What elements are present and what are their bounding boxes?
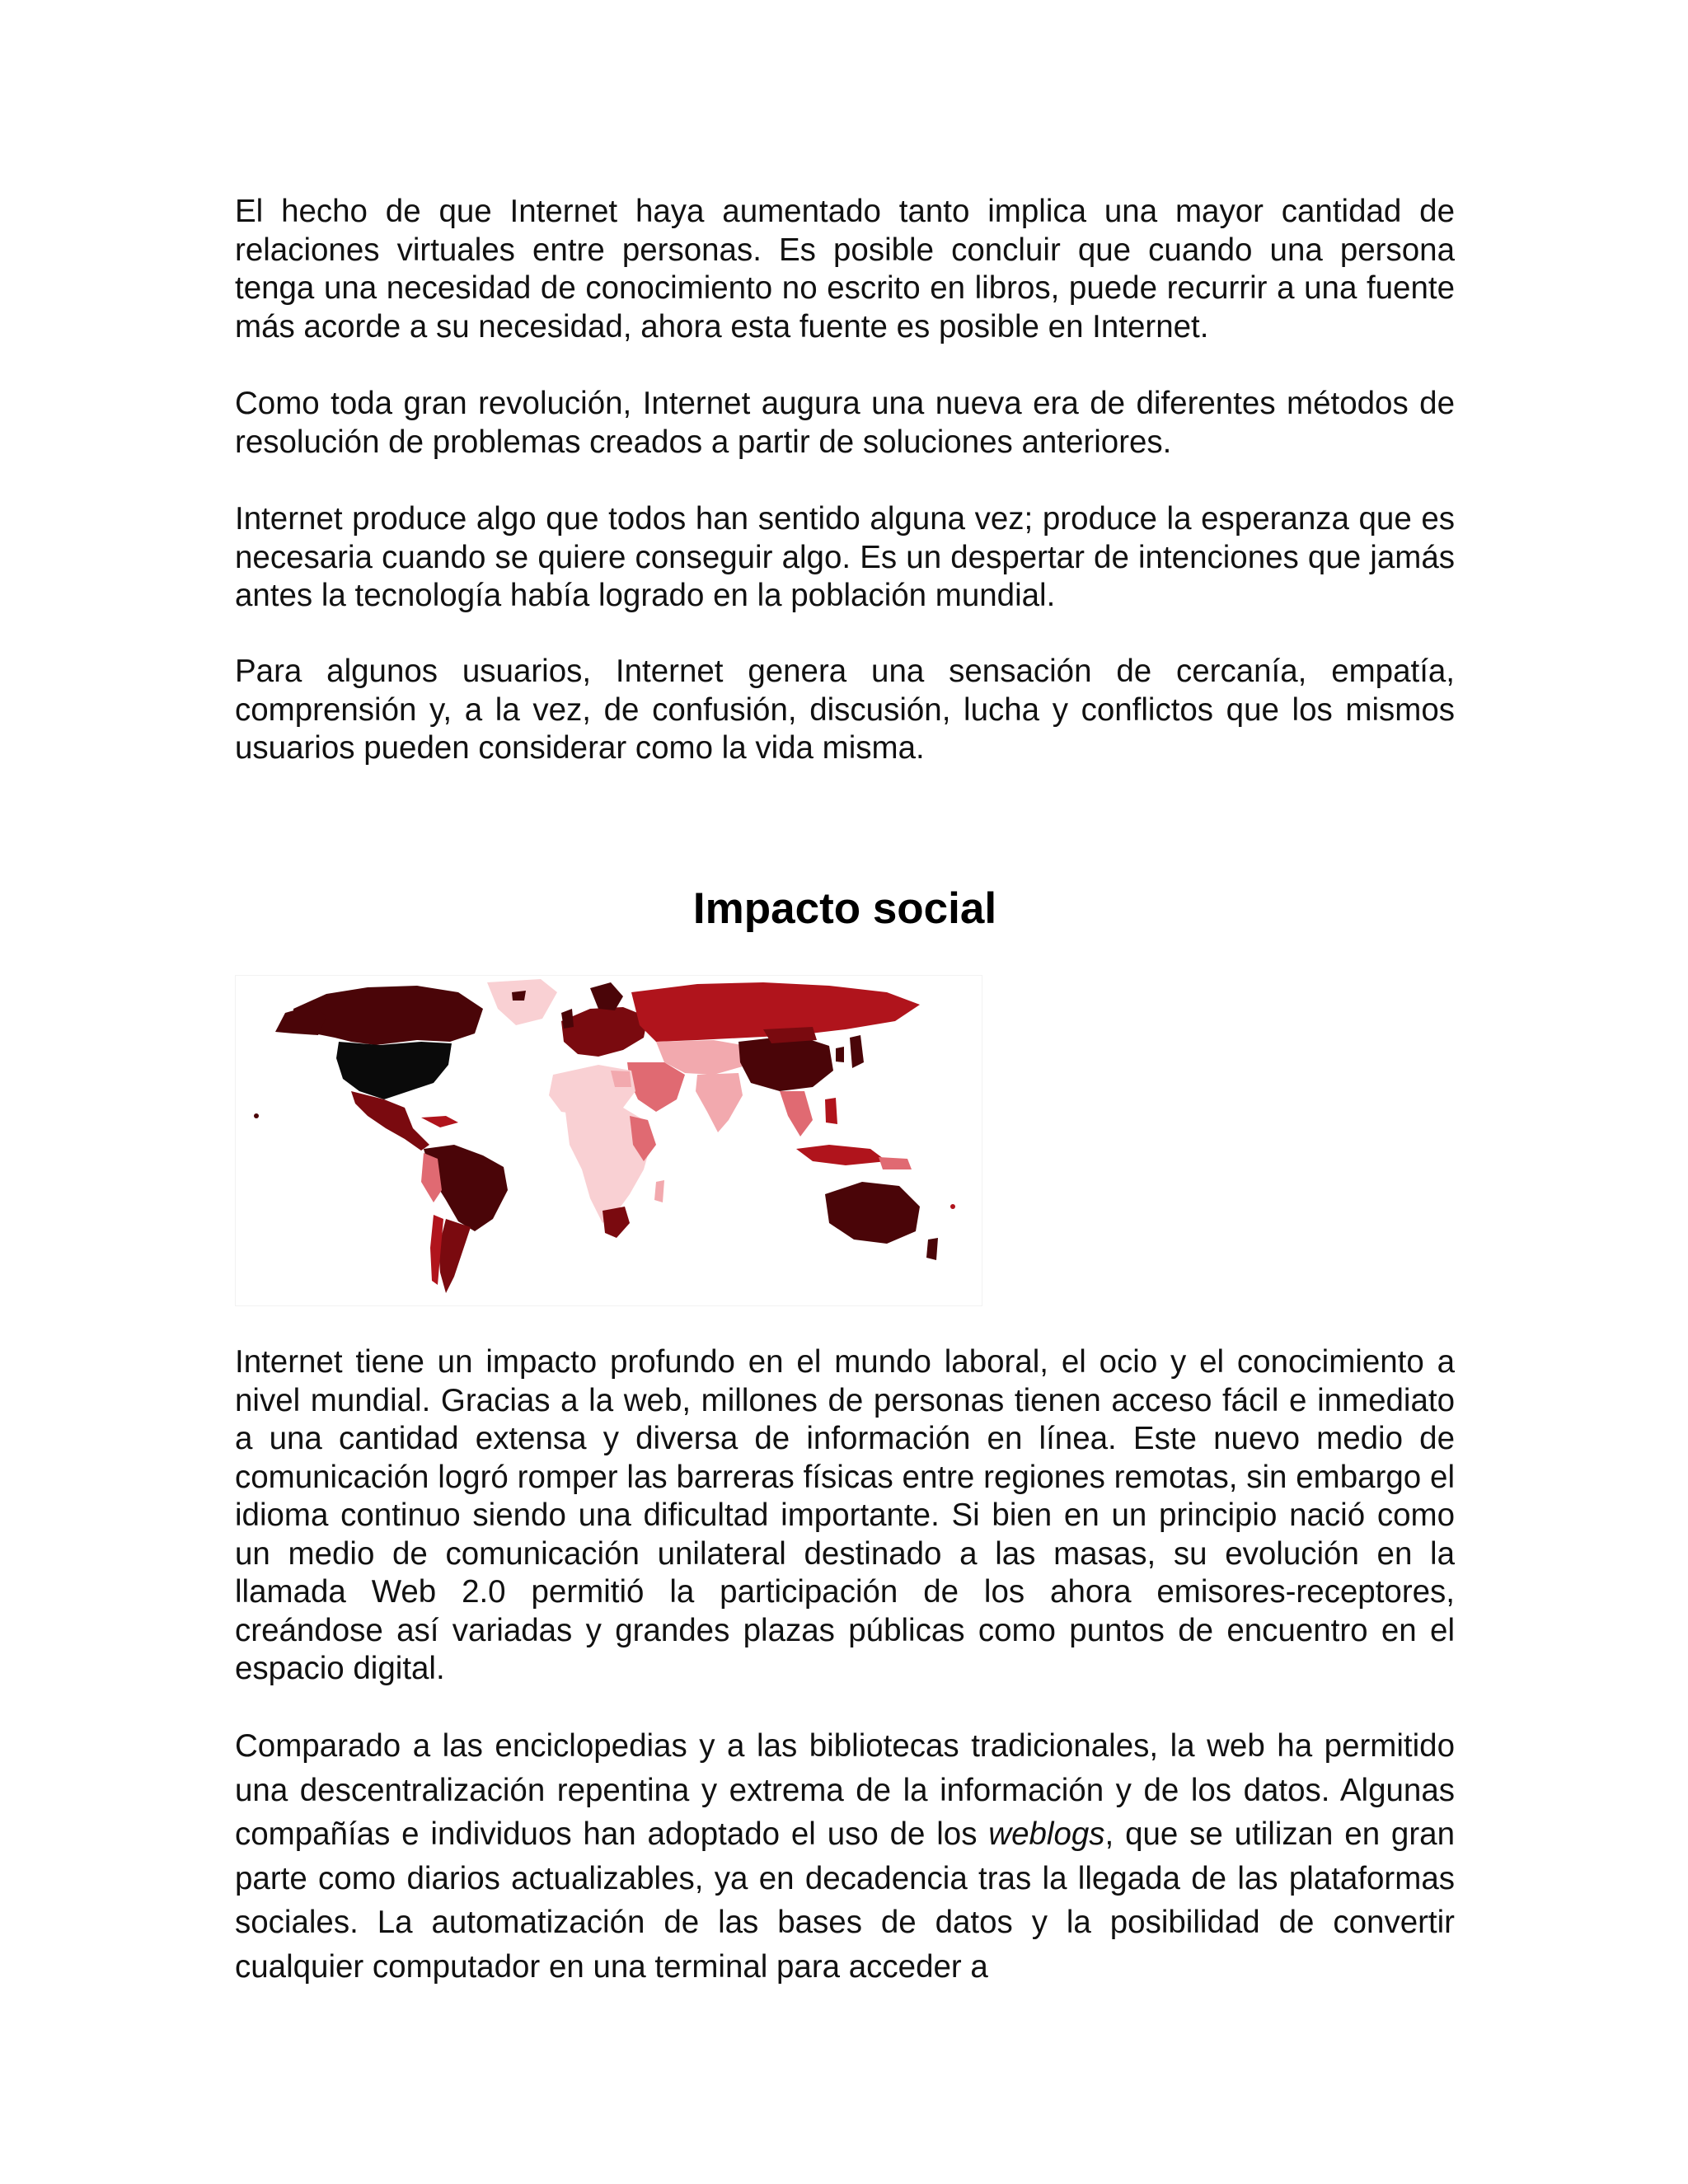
paragraph-6-part-1: Comparado a las enciclopedias y a las bibliotecas tradicionales, la web ha permitido una descentralización repentina y extrema de la información y de los datos. Algunas compañías e individuos han adoptado el uso de los [235, 1728, 1455, 1852]
map-philippines [825, 1098, 837, 1124]
paragraph-5: Internet tiene un impacto profundo en el mundo laboral, el ocio y el conocimiento a nivel mundial. Gracias a la web, millones de personas tienen acceso fácil e inmediato a una cantidad extensa y diversa de información en línea. Este nuevo medio de comunicación logró romper las barreras físicas entre regiones remotas, sin embargo el idioma continuo siendo una dificultad importante. Si bien en un principio nació como un medio de comunicación unilateral destinado a las masas, su evolución en la llamada Web 2.0 permitió la participación de los ahora emisores-receptores, creándose así variadas y grandes plazas públicas como puntos de encuentro en el espacio digital. [235, 1344, 1455, 1686]
paragraph-2: Como toda gran revolución, Internet augura una nueva era de diferentes métodos de resolución de problemas creados a partir de soluciones anteriores. [235, 386, 1455, 460]
paragraph-6 [235, 1724, 1455, 1989]
map-pacific-islands [950, 1204, 955, 1209]
paragraph-3: Internet produce algo que todos han sentido alguna vez; produce la esperanza que es necesaria cuando se quiere conseguir algo. Es un despertar de intenciones que jamás antes la tecnología había logrado en la población mundial. [235, 501, 1455, 613]
map-korea [836, 1047, 844, 1062]
section-heading: Impacto social [692, 884, 997, 933]
world-map-figure [235, 975, 982, 1306]
paragraph-6-emphasis: weblogs [988, 1816, 1105, 1852]
map-iceland [512, 991, 526, 1001]
map-new-guinea [879, 1157, 912, 1169]
paragraph-6-part-2: , que se utilizan en gran parte como diarios actualizables, ya en decadencia tras la llegada de las plataformas sociales. La automatización de las bases de datos y la posibilidad de convertir cualquier computador en una terminal para acceder a [235, 1816, 1455, 1985]
world-map-image [236, 976, 982, 1305]
map-new-zealand [926, 1238, 938, 1260]
paragraph-1: El hecho de que Internet haya aumentado tanto implica una mayor cantidad de relaciones virtuales entre personas. Es posible concluir que cuando una persona tenga una necesidad de conocimiento no escrito en libros, puede recurrir a una fuente más acorde a su necesidad, ahora esta fuente es posible en Internet. [235, 194, 1455, 344]
map-hawaii [254, 1113, 259, 1118]
paragraph-4: Para algunos usuarios, Internet genera una sensación de cercanía, empatía, comprensión y, a la vez, de confusión, discusión, lucha y conflictos que los mismos usuarios pueden considerar como la vida misma. [235, 654, 1455, 766]
